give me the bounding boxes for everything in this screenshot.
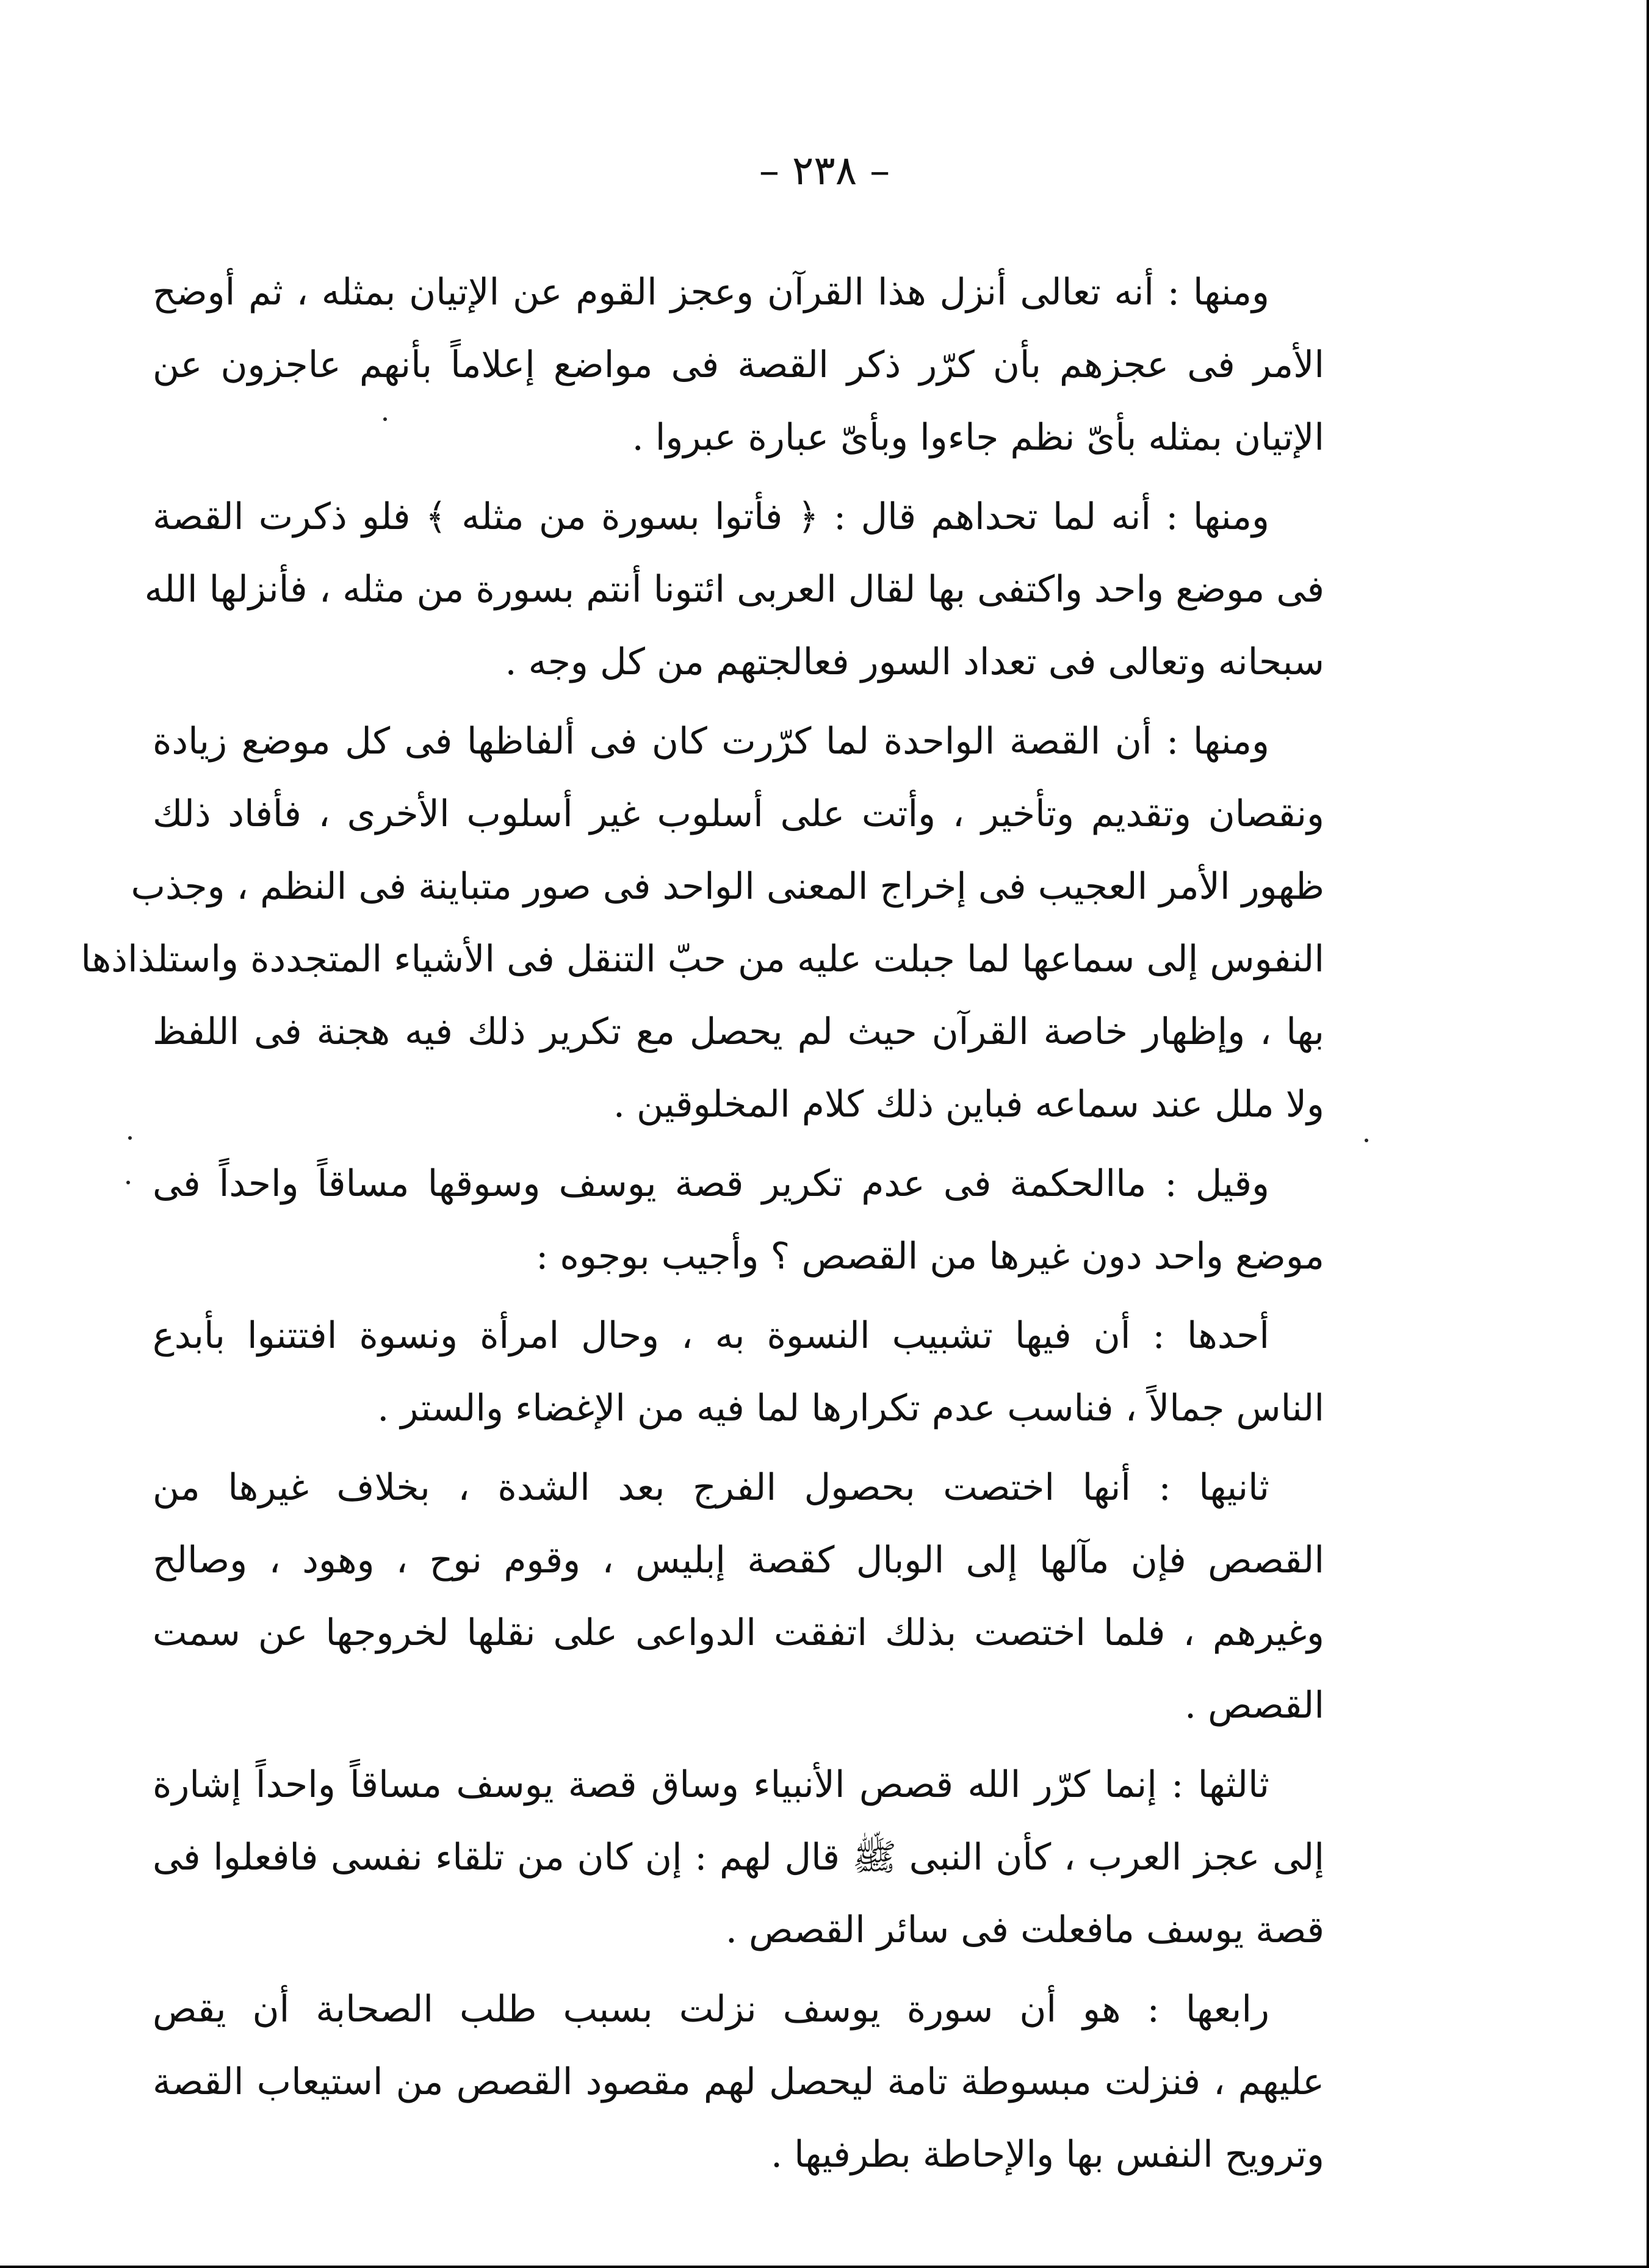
text-line: رابعها : هو أن سورة يوسف نزلت بسبب طلب الصحابة أن يقص [153,1988,1269,2031]
paragraph-3 [81,705,1325,1141]
text-line: قصة يوسف مافعلت فى سائر القصص . [725,1909,1324,1951]
text-line: ظهور الأمر العجيب فى إخراج المعنى الواحد فى صور متباينة فى النظم ، وجذب [131,865,1324,908]
text-line: أحدها : أن فيها تشبيب النسوة به ، وحال امرأة ونسوة افتتنوا بأبدع [153,1314,1269,1357]
text-line: ومنها : أن القصة الواحدة لما كرّرت كان فى ألفاظها فى كل موضع زيادة [153,720,1269,763]
paragraph-5 [153,1300,1324,1445]
text-line: ثانيها : أنها اختصت بحصول الفرج بعد الشدة ، بخلاف غيرها من [153,1466,1269,1509]
text-line: القصص . [1185,1684,1324,1727]
text-line: إلى عجز العرب ، كأن النبى ﷺ قال لهم : إن كان من تلقاء نفسى فافعلوا فى [153,1836,1324,1879]
text-line: ثالثها : إنما كرّر الله قصص الأنبياء وساق قصة يوسف مساقاً واحداً إشارة [153,1763,1269,1806]
paragraph-1 [153,256,1324,474]
scan-speck [128,1136,132,1140]
paragraph-7 [153,1749,1324,1967]
page-number: – ٢٣٨ – [759,147,890,194]
text-line: الناس جمالاً ، فناسب عدم تكرارها لما فيه من الإغضاء والستر . [377,1387,1324,1430]
text-line: النفوس إلى سماعها لما جبلت عليه من حبّ التنقل فى الأشياء المتجددة واستلذاذها [81,938,1324,981]
scan-speck [1365,1139,1368,1142]
paragraph-6 [153,1452,1324,1742]
text-line: ونقصان وتقديم وتأخير ، وأتت على أسلوب غير أسلوب الأخرى ، فأفاد ذلك [153,793,1324,835]
paragraph-2 [144,481,1324,699]
text-line: فى موضع واحد واكتفى بها لقال العربى ائتونا أنتم بسورة من مثله ، فأنزلها الله [144,568,1324,611]
text-line: بها ، وإظهار خاصة القرآن حيث لم يحصل مع تكرير ذلك فيه هجنة فى اللفظ [153,1010,1325,1053]
text-line: وترويح النفس بها والإحاطة بطرفيها . [770,2133,1324,2176]
text-line: ومنها : أنه لما تحداهم قال : ﴿ فأتوا بسورة من مثله ﴾ فلو ذكرت القصة [153,495,1269,538]
text-line: سبحانه وتعالى فى تعداد السور فعالجتهم من كل وجه . [505,641,1324,683]
scan-speck [126,1181,130,1184]
text-line: وقيل : ماالحكمة فى عدم تكرير قصة يوسف وسوقها مساقاً واحداً فى [153,1162,1269,1205]
paragraph-4 [153,1148,1324,1293]
scan-speck [383,417,387,421]
text-line: وغيرهم ، فلما اختصت بذلك اتفقت الدواعى على نقلها لخروجها عن سمت [153,1611,1325,1654]
text-line: عليهم ، فنزلت مبسوطة تامة ليحصل لهم مقصود القصص من استيعاب القصة [153,2061,1324,2103]
text-line: الإتيان بمثله بأىّ نظم جاءوا وبأىّ عبارة عبروا . [632,416,1324,459]
body-text [81,256,1325,2198]
text-line: موضع واحد دون غيرها من القصص ؟ وأجيب بوجوه : [536,1235,1324,1278]
text-line: القصص فإن مآلها إلى الوبال كقصة إبليس ، وقوم نوح ، وهود ، وصالح [153,1539,1324,1582]
text-line: الأمر فى عجزهم بأن كرّر ذكر القصة فى مواضع إعلاماً بأنهم عاجزون عن [153,344,1324,386]
paragraph-8 [153,1973,1324,2191]
text-line: ولا ملل عند سماعه فباين ذلك كلام المخلوقين . [613,1083,1324,1126]
text-line: ومنها : أنه تعالى أنزل هذا القرآن وعجز القوم عن الإتيان بمثله ، ثم أوضح [153,271,1269,314]
